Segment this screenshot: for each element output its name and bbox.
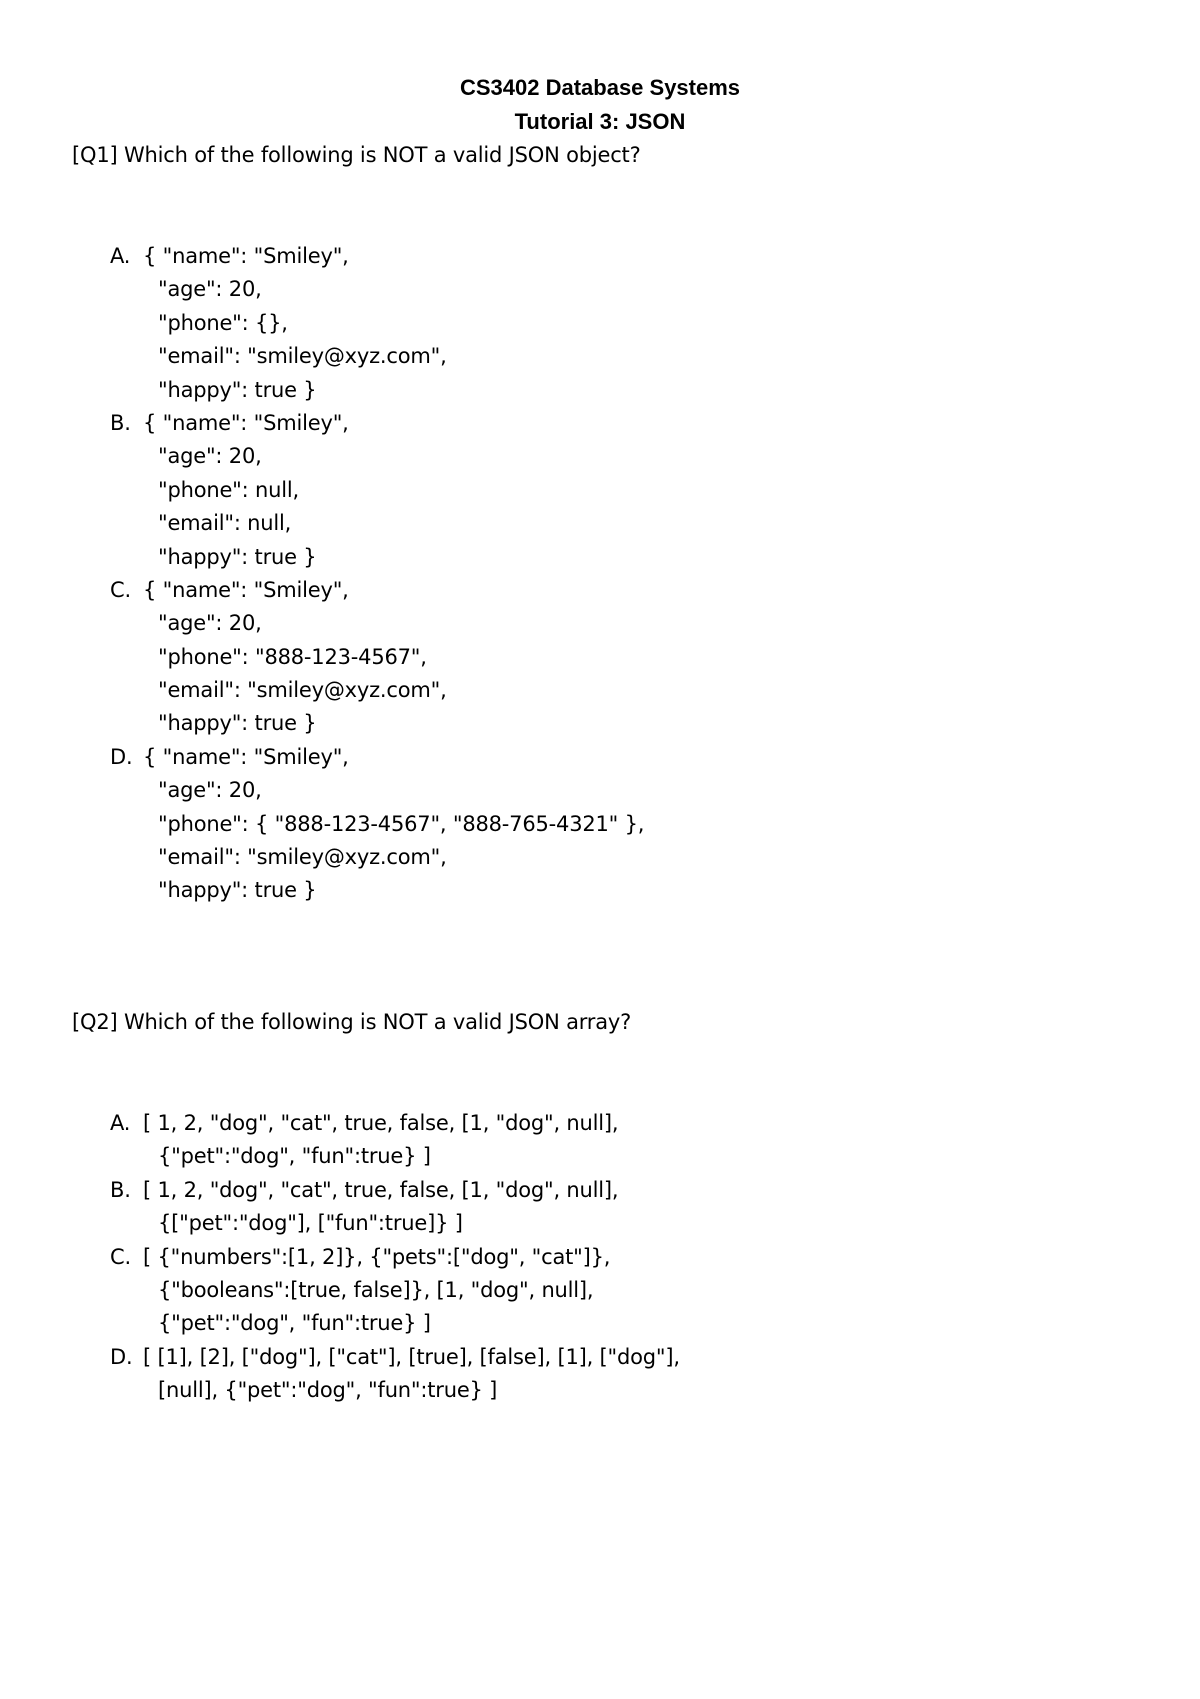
option-text: { "name": "Smiley",: [143, 410, 349, 435]
option-text: [ 1, 2, "dog", "cat", true, false, [1, "dog", null],: [143, 1177, 619, 1202]
option-line: [0, 1241, 1200, 1274]
answer-option: [0, 574, 1200, 741]
option-line: [0, 1174, 1200, 1207]
option-text: {"pet":"dog", "fun":true} ]: [158, 1311, 431, 1336]
answer-option: [0, 1341, 1200, 1408]
option-line: [0, 1341, 1200, 1374]
option-text: { "name": "Smiley",: [143, 744, 349, 769]
option-text: "email": null,: [158, 511, 292, 536]
answer-option: [0, 240, 1200, 407]
option-text: [ {"numbers":[1, 2]}, {"pets":["dog", "cat"]},: [143, 1244, 611, 1269]
answer-option: [0, 1241, 1200, 1341]
option-line: [0, 774, 1200, 807]
option-text: {"booleans":[true, false]}, [1, "dog", null],: [158, 1277, 594, 1302]
option-text: "happy": true }: [158, 544, 317, 569]
option-text: [null], {"pet":"dog", "fun":true} ]: [158, 1378, 498, 1403]
option-text: "happy": true }: [158, 878, 317, 903]
option-text: "happy": true }: [158, 377, 317, 402]
answer-option: [0, 741, 1200, 908]
option-line: [0, 707, 1200, 740]
option-text: "email": "smiley@xyz.com",: [158, 678, 447, 703]
option-text: { "name": "Smiley",: [143, 577, 349, 602]
option-text: {["pet":"dog"], ["fun":true]} ]: [158, 1211, 463, 1236]
option-line: [0, 1207, 1200, 1240]
option-line: [0, 607, 1200, 640]
option-letter: A.: [110, 1111, 131, 1135]
option-line: [0, 874, 1200, 907]
option-line: [0, 641, 1200, 674]
tutorial-title: Tutorial 3: JSON: [514, 109, 686, 134]
option-line: [0, 1274, 1200, 1307]
answer-option: [0, 1107, 1200, 1174]
question-2-options: [0, 1107, 1200, 1408]
option-line: [0, 808, 1200, 841]
option-letter: A.: [110, 244, 131, 268]
answer-option: [0, 1174, 1200, 1241]
option-line: [0, 340, 1200, 373]
option-text: "email": "smiley@xyz.com",: [158, 344, 447, 369]
option-text: {"pet":"dog", "fun":true} ]: [158, 1144, 431, 1169]
option-line: [0, 1307, 1200, 1340]
option-line: [0, 541, 1200, 574]
option-text: "age": 20,: [158, 444, 262, 469]
option-letter: C.: [110, 577, 131, 602]
option-line: [0, 440, 1200, 473]
option-line: [0, 841, 1200, 874]
option-text: "age": 20,: [158, 277, 262, 302]
option-line: [0, 507, 1200, 540]
option-line: [0, 240, 1200, 273]
option-line: [0, 1140, 1200, 1173]
option-line: [0, 674, 1200, 707]
option-text: "age": 20,: [158, 778, 262, 803]
question-1-options: [0, 240, 1200, 908]
option-text: "phone": "888-123-4567",: [158, 644, 427, 669]
option-text: [ [1], [2], ["dog"], ["cat"], [true], [false], [1], ["dog"],: [143, 1344, 680, 1369]
option-text: { "name": "Smiley",: [143, 244, 349, 268]
option-letter: B.: [110, 410, 131, 435]
option-text: "phone": null,: [158, 477, 299, 502]
option-line: [0, 307, 1200, 340]
option-letter: B.: [110, 1177, 131, 1202]
option-line: [0, 474, 1200, 507]
option-letter: D.: [110, 744, 133, 769]
option-text: "email": "smiley@xyz.com",: [158, 845, 447, 870]
option-letter: D.: [110, 1344, 133, 1369]
option-line: [0, 374, 1200, 407]
option-line: [0, 1374, 1200, 1407]
course-title: CS3402 Database Systems: [459, 75, 741, 100]
option-text: "phone": { "888-123-4567", "888-765-4321" },: [158, 811, 645, 836]
option-text: "happy": true }: [158, 711, 317, 736]
option-text: "age": 20,: [158, 611, 262, 636]
option-line: [0, 741, 1200, 774]
option-line: [0, 407, 1200, 440]
question-2-prompt: [Q2] Which of the following is NOT a valid JSON array?: [72, 1010, 632, 1034]
option-text: [ 1, 2, "dog", "cat", true, false, [1, "dog", null],: [143, 1111, 619, 1135]
option-text: "phone": {},: [158, 310, 288, 335]
option-line: [0, 574, 1200, 607]
option-line: [0, 1107, 1200, 1140]
option-letter: C.: [110, 1244, 131, 1269]
answer-option: [0, 407, 1200, 574]
question-1-prompt: [Q1] Which of the following is NOT a valid JSON object?: [72, 143, 641, 167]
option-line: [0, 273, 1200, 306]
